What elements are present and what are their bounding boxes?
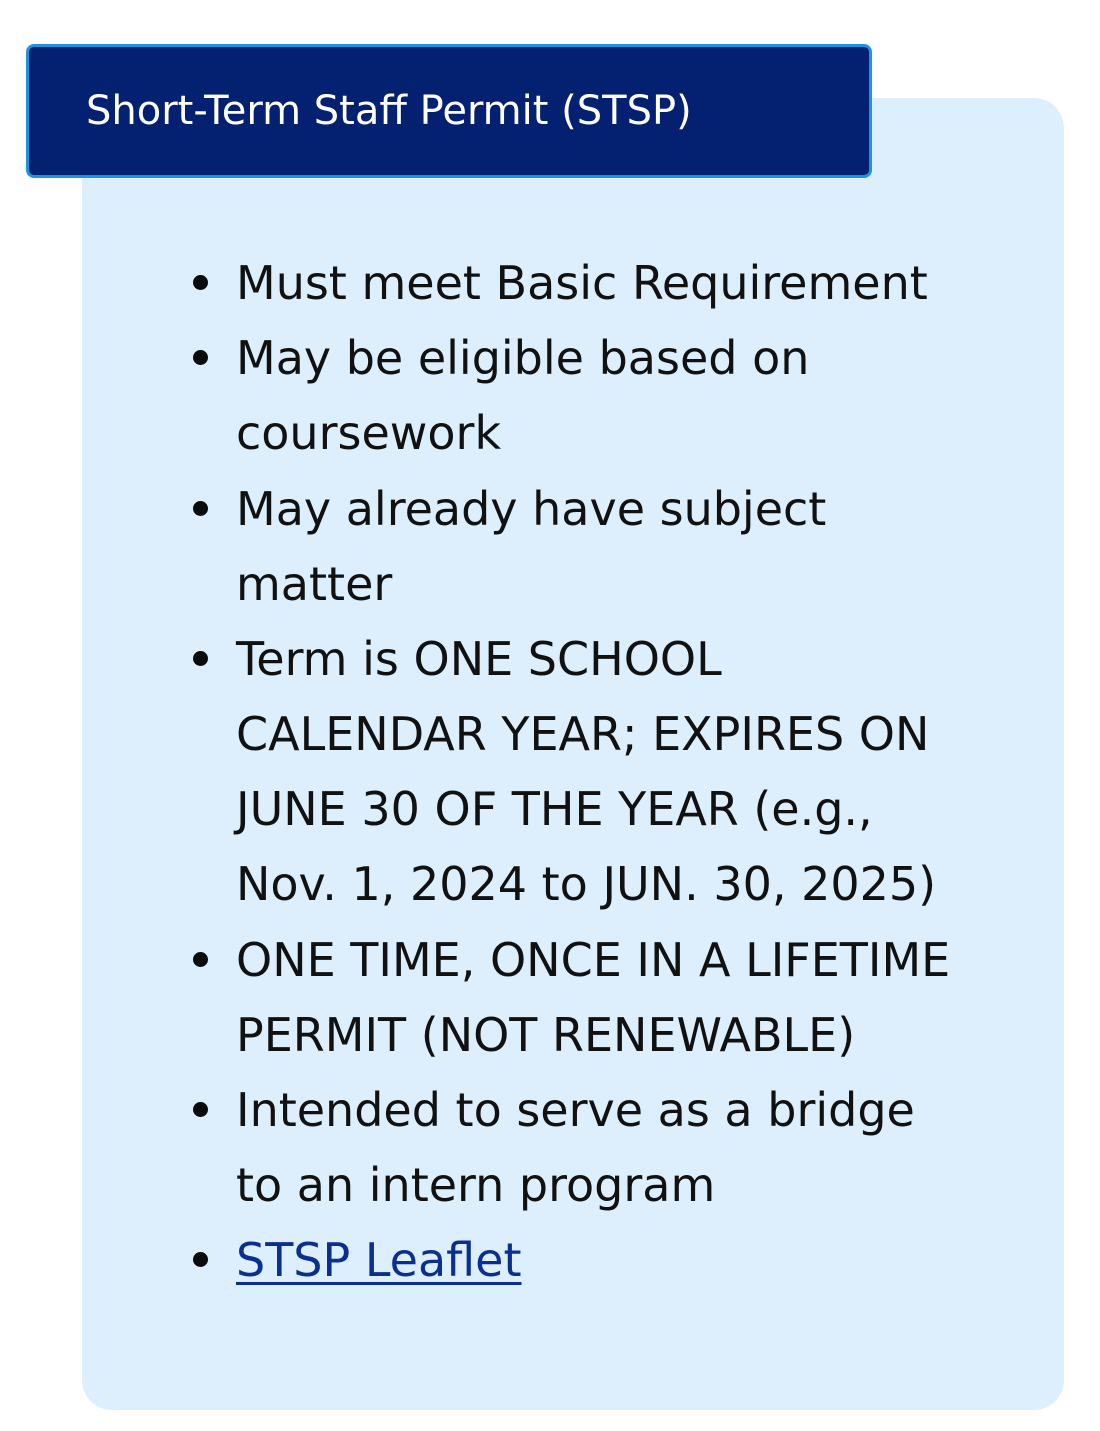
bullet-text-line: Nov. 1, 2024 to JUN. 30, 2025) bbox=[236, 857, 937, 911]
bullet-text-line: CALENDAR YEAR; EXPIRES ON bbox=[236, 707, 930, 761]
bullet-icon bbox=[193, 350, 208, 365]
bullet-text-line: Intended to serve as a bridge bbox=[236, 1083, 915, 1137]
header-banner bbox=[26, 44, 872, 178]
bullet-text-line: Term is ONE SCHOOL bbox=[236, 632, 722, 686]
bullet-icon bbox=[193, 1252, 208, 1267]
bullet-text-line: matter bbox=[236, 557, 393, 611]
bullet-text-line: ONE TIME, ONCE IN A LIFETIME bbox=[236, 933, 951, 987]
bullet-icon bbox=[193, 952, 208, 967]
bullet-text-line: May be eligible based on bbox=[236, 331, 810, 385]
bullet-icon bbox=[193, 501, 208, 516]
bullet-icon bbox=[193, 651, 208, 666]
page-title: Short-Term Staff Permit (STSP) bbox=[86, 88, 692, 134]
bullet-text-line: JUNE 30 OF THE YEAR (e.g., bbox=[236, 782, 873, 836]
bullet-text-line: to an intern program bbox=[236, 1158, 716, 1212]
bullet-icon bbox=[193, 275, 208, 290]
bullet-text-line: Must meet Basic Requirement bbox=[236, 256, 928, 310]
bullet-text-line: PERMIT (NOT RENEWABLE) bbox=[236, 1008, 856, 1062]
bullet-text-line: coursework bbox=[236, 406, 502, 460]
stsp-leaflet-link[interactable]: STSP Leaflet bbox=[236, 1233, 522, 1287]
bullet-text-line: May already have subject bbox=[236, 482, 827, 536]
bullet-icon bbox=[193, 1102, 208, 1117]
